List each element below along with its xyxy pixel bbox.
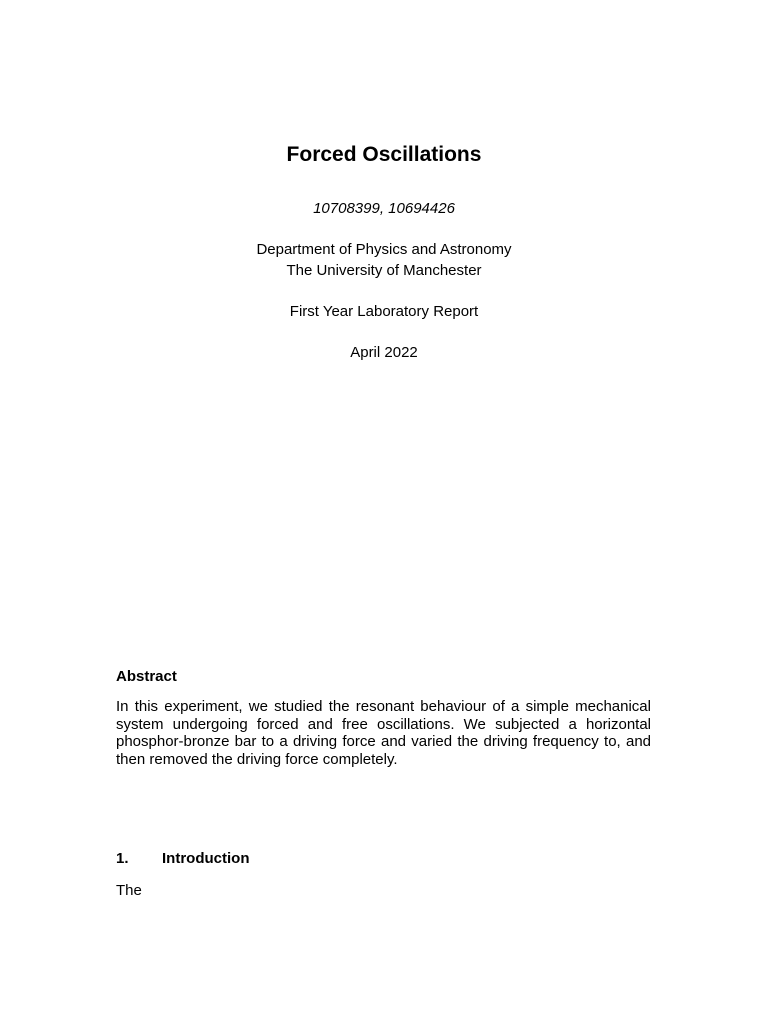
section-number: 1. xyxy=(116,850,129,867)
section-title: Introduction xyxy=(162,850,250,867)
university: The University of Manchester xyxy=(286,262,482,279)
author-ids: 10708399, 10694426 xyxy=(313,200,455,217)
abstract-text: In this experiment, we studied the resonant behaviour of a simple mechanical system undergoing forced and free oscillations. We subjected a horizontal phosphor-bronze bar to a driving force and varied the driving frequency to, and then removed the driving force completely. xyxy=(116,698,651,768)
section-text-introduction: The xyxy=(116,882,142,899)
department: Department of Physics and Astronomy xyxy=(256,241,512,258)
section-heading-introduction xyxy=(116,848,249,869)
report-type: First Year Laboratory Report xyxy=(289,303,479,320)
abstract-heading: Abstract xyxy=(116,668,177,685)
document-title: Forced Oscillations xyxy=(286,143,482,166)
report-date: April 2022 xyxy=(350,344,418,361)
